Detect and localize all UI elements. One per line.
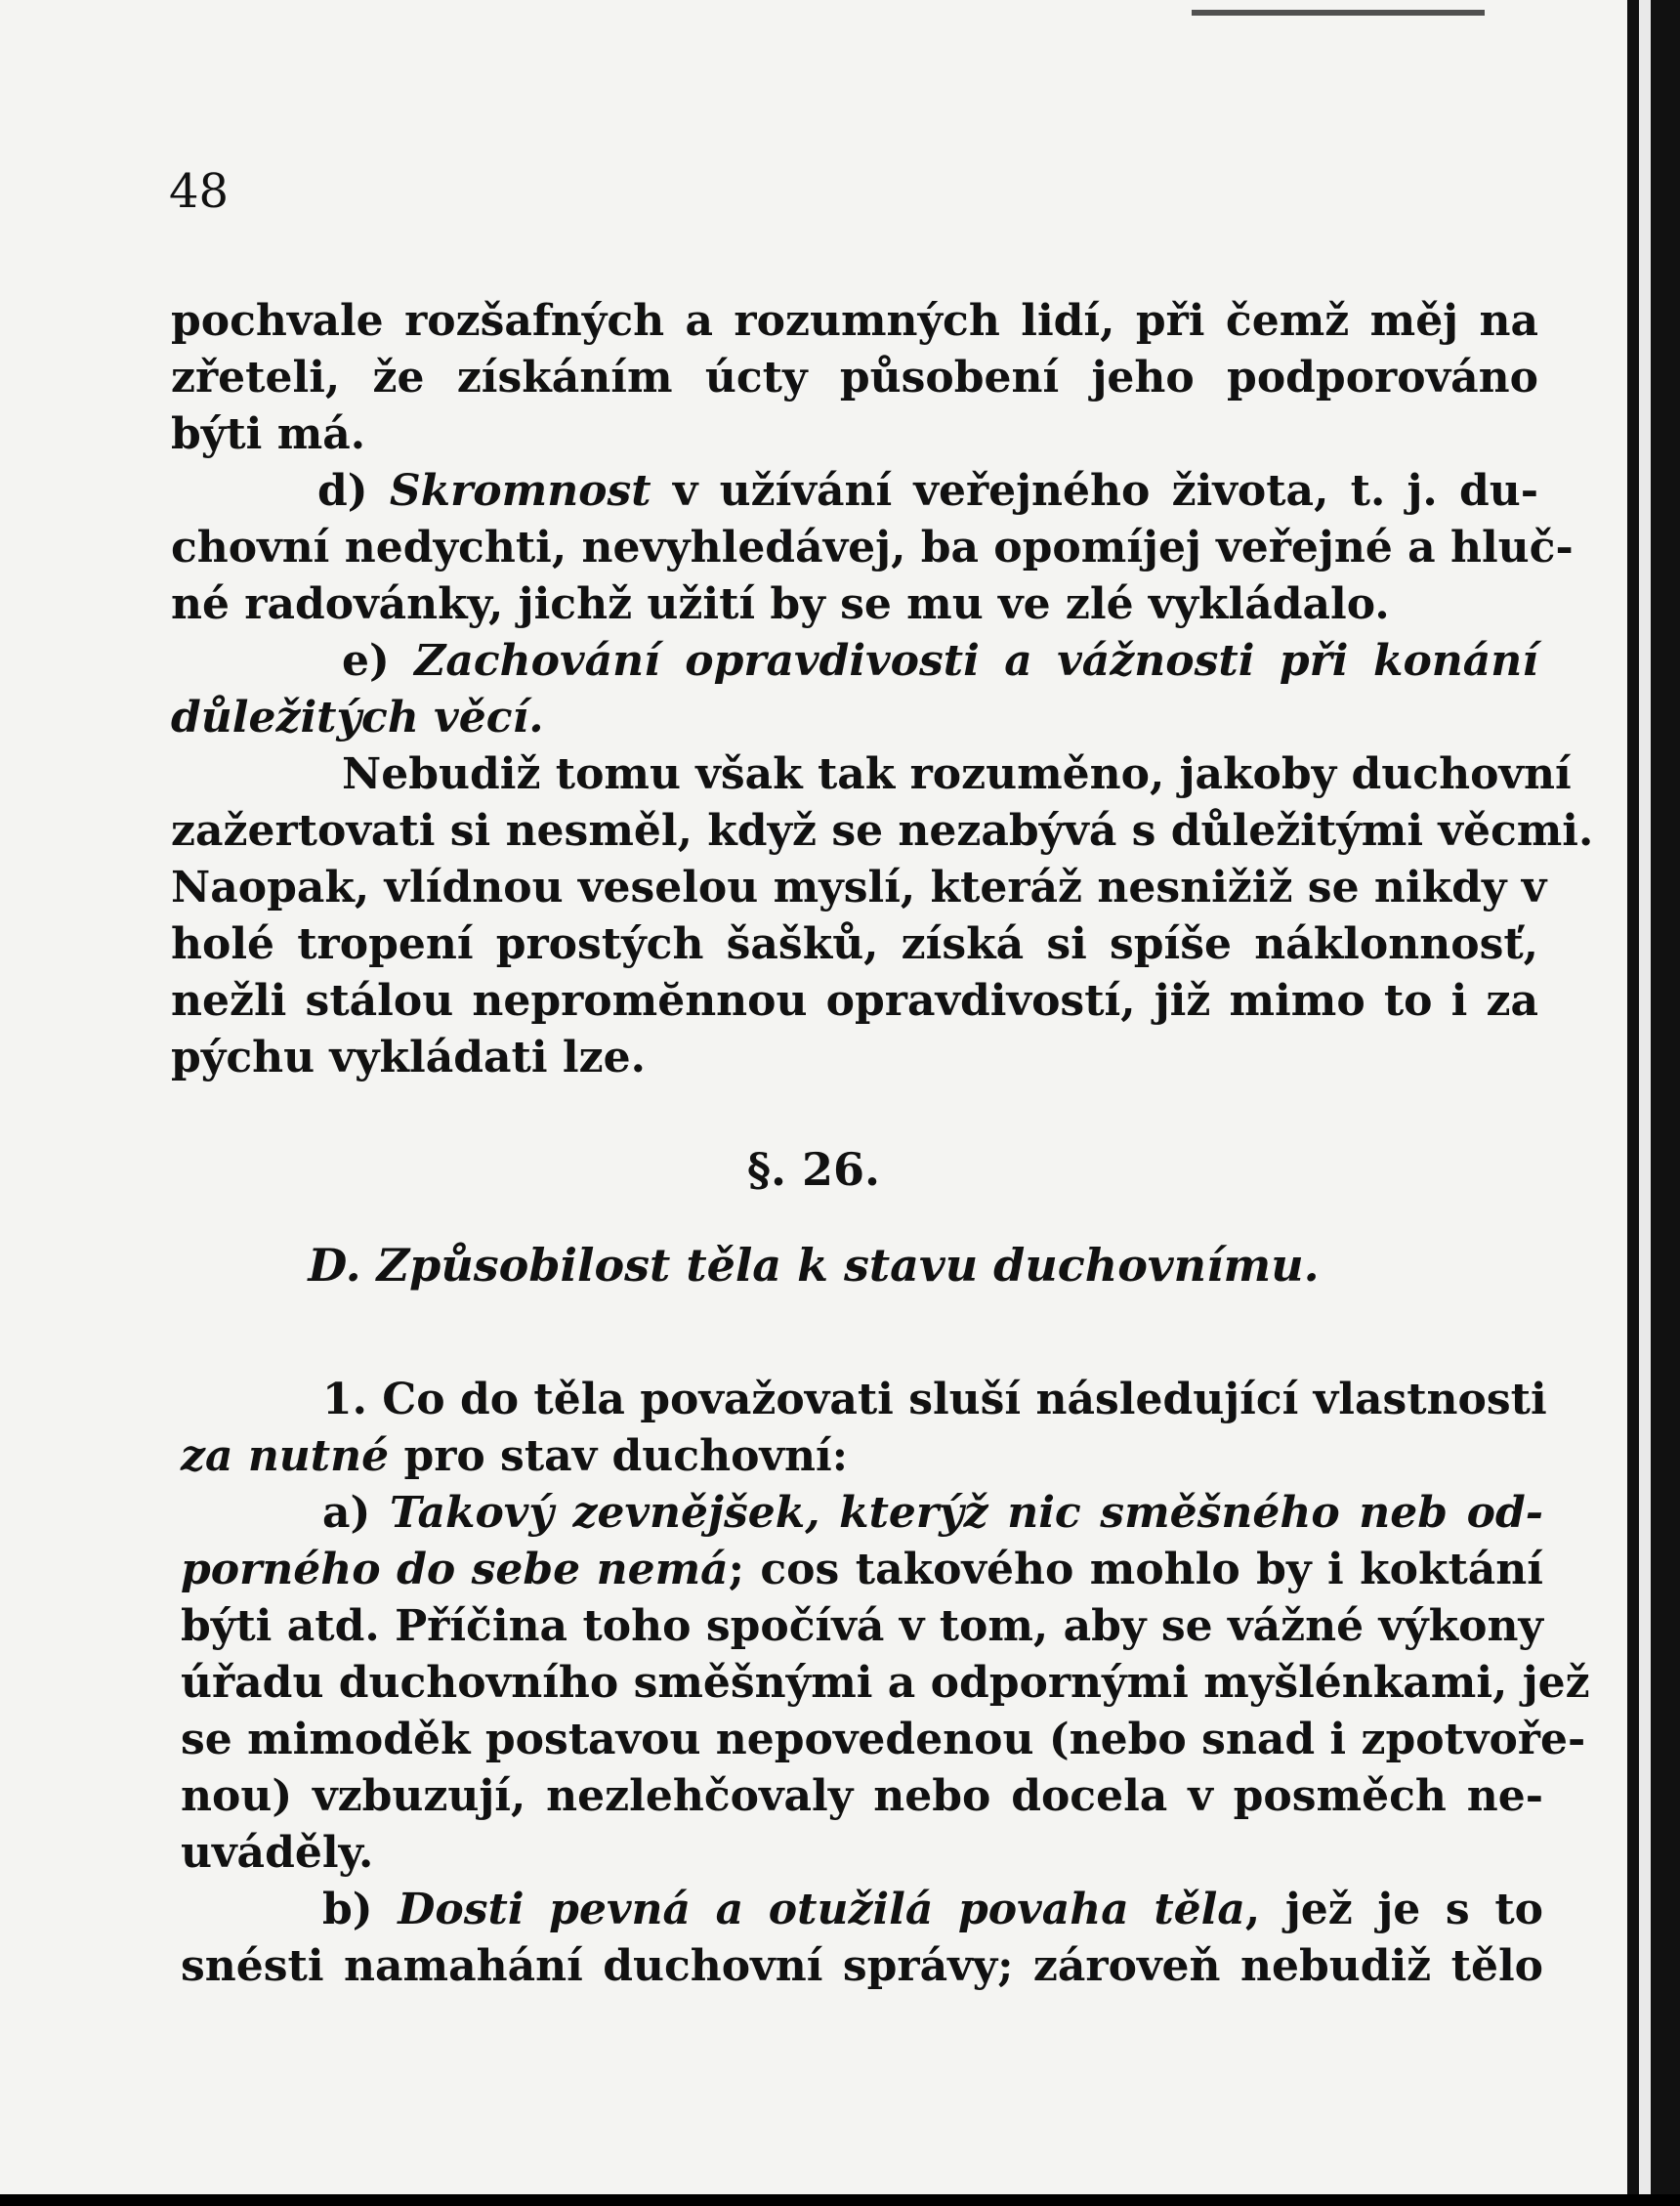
text-line: chovní nedychti, nevyhledávej, ba opomíjej veřejné a hluč-: [171, 523, 1574, 573]
text-block-lower: [181, 1372, 1590, 1995]
item-d-marker: d): [317, 466, 368, 516]
text-block-upper: [171, 293, 1594, 1086]
text-line: Naopak, vlídnou veselou myslí, kteráž nesnižiž se nikdy v: [171, 863, 1547, 912]
item-d-line: d) Skromnost v užívání veřejného života, t. j. du-: [317, 466, 1538, 516]
section-title: D. Způsobilost těla k stavu duchovnímu.: [308, 1239, 1320, 1292]
item-a-marker: a): [322, 1488, 371, 1538]
scan-border-bottom: [0, 2194, 1680, 2206]
item-e-marker: e): [342, 636, 390, 686]
text-line: za nutné pro stav duchovní:: [181, 1431, 848, 1481]
text-line: snésti namahání duchovní správy; zároveň nebudiž tělo: [181, 1941, 1543, 1991]
item-d-heading: Skromnost: [389, 466, 651, 516]
page-number: 48: [169, 164, 230, 219]
section-number: §. 26.: [746, 1143, 881, 1196]
text-line: nou) vzbuzují, nezlehčovaly nebo docela v posměch ne-: [181, 1771, 1543, 1821]
text-line: nežli stálou nepromĕnnou opravdivostí, již mimo to i za: [171, 976, 1538, 1026]
item-b-heading: Dosti pevná a otužilá povaha těla: [398, 1885, 1245, 1934]
text-line: zažertovati si nesměl, když se nezabývá s důležitými věcmi.: [171, 806, 1594, 856]
text-line: se mimoděk postavou nepovedenou (nebo snad i zpotvoře-: [181, 1715, 1586, 1764]
item-a-line: [181, 1485, 1543, 1542]
scan-paper-edge: [1639, 0, 1651, 2206]
text-line: Nebudiž tomu však tak rozuměno, jakoby duchovní: [342, 749, 1572, 799]
text-line: pochvale rozšafných a rozumných lidí, při čemž měj na: [171, 296, 1538, 346]
text-line: holé tropení prostých šašků, získá si spíše náklonnosť,: [171, 919, 1538, 969]
text-line: uváděly.: [181, 1828, 374, 1878]
item-b-marker: b): [322, 1885, 373, 1934]
text-line: 1. Co do těla považovati sluší následující vlastnosti: [322, 1375, 1547, 1424]
scan-smudge: [1192, 10, 1485, 16]
text-line: pýchu vykládati lze.: [171, 1033, 646, 1082]
item-a-heading: Takový zevnějšek, kterýž nic směšného neb od-: [389, 1488, 1544, 1538]
text-line: úřadu duchovního směšnými a odpornými myšlénkami, jež: [181, 1658, 1590, 1708]
item-b-line: b) Dosti pevná a otužilá povaha těla, jež je s to: [322, 1885, 1543, 1934]
text-line: důležitých věcí.: [171, 693, 544, 742]
item-e-heading: Zachování opravdivosti a vážnosti při konání: [414, 636, 1538, 686]
text-line: býti má.: [171, 409, 366, 459]
text-line: porného do sebe nemá; cos takového mohlo by i koktání: [181, 1545, 1544, 1594]
item-e-line: [171, 633, 1538, 690]
text-line: né radovánky, jichž užití by se mu ve zlé vykládalo.: [171, 579, 1390, 629]
text-line: býti atd. Příčina toho spočívá v tom, aby se vážné výkony: [181, 1601, 1543, 1651]
scan-border-right: [1627, 0, 1680, 2206]
text-line: zřeteli, že získáním úcty působení jeho podporováno: [171, 353, 1538, 403]
